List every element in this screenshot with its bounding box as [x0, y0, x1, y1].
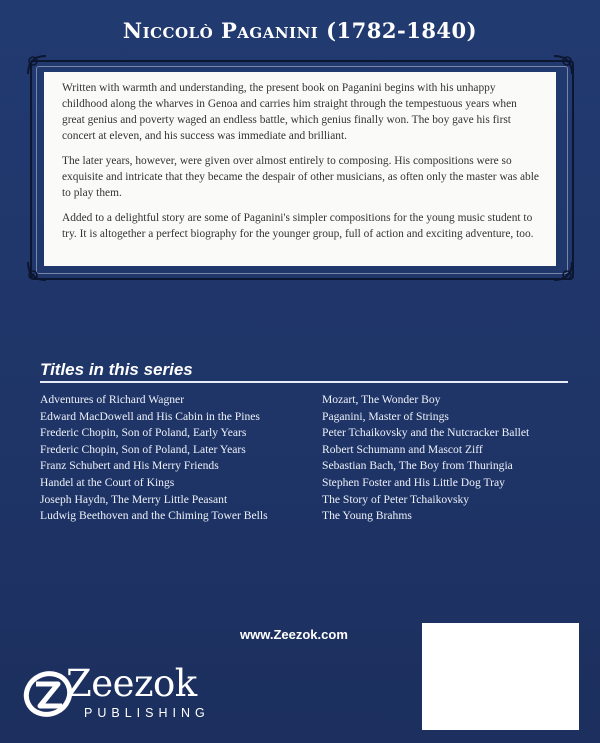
series-title: Franz Schubert and His Merry Friends	[40, 459, 219, 473]
series-title: The Story of Peter Tchaikovsky	[322, 492, 470, 506]
series-title: Handel at the Court of Kings	[40, 475, 175, 489]
series-title: Sebastian Bach, The Boy from Thuringia	[322, 459, 513, 473]
description-paragraph: Written with warmth and understanding, the present book on Paganini begins with his unhappy childhood along the wharves in Genoa and carries him straight through the tempestuous years when great genius and poverty waged an endless battle, which genius finally won. The boy gave his first concert at eleven, and his success was immediate and brilliant.	[62, 82, 517, 142]
description-paragraph: The later years, however, were given over almost entirely to composing. His compositions were so exquisite and intricate that they became the despair of other musicians, as often only the master was able to play them.	[62, 155, 539, 199]
series-title: Peter Tchaikovsky and the Nutcracker Ballet	[322, 426, 530, 440]
barcode-area	[422, 623, 579, 730]
book-title: Niccolò Paganini (1782-1840)	[122, 18, 478, 43]
series-title: Joseph Haydn, The Merry Little Peasant	[40, 492, 228, 506]
description-paragraph: Added to a delightful story are some of Paganini's simpler compositions for the young music student to try. It is altogether a perfect biography for the younger group, full of action and exciting adventure, too.	[62, 212, 534, 240]
series-title: Robert Schumann and Mascot Ziff	[322, 442, 483, 456]
series-title: Frederic Chopin, Son of Poland, Early Years	[40, 426, 247, 440]
series-title: Mozart, The Wonder Boy	[322, 393, 441, 406]
series-title: Adventures of Richard Wagner	[40, 393, 185, 406]
publisher-subtitle: PUBLISHING	[84, 706, 210, 720]
publisher-name: Zeezok	[66, 662, 197, 705]
series-divider	[40, 381, 568, 383]
publisher-logo	[22, 664, 222, 734]
series-title: The Young Brahms	[322, 509, 412, 523]
series-title: Paganini, Master of Strings	[322, 409, 449, 423]
series-list-right	[322, 392, 572, 525]
series-title: Edward MacDowell and His Cabin in the Pines	[40, 409, 260, 423]
series-heading: Titles in this series	[40, 360, 193, 379]
series-title: Stephen Foster and His Little Dog Tray	[322, 475, 505, 489]
series-title: Frederic Chopin, Son of Poland, Later Years	[40, 442, 246, 456]
description-text	[62, 80, 540, 251]
website-link[interactable]: www.Zeezok.com	[240, 627, 348, 642]
series-list-left	[40, 392, 310, 525]
series-title: Ludwig Beethoven and the Chiming Tower Bells	[40, 509, 268, 523]
